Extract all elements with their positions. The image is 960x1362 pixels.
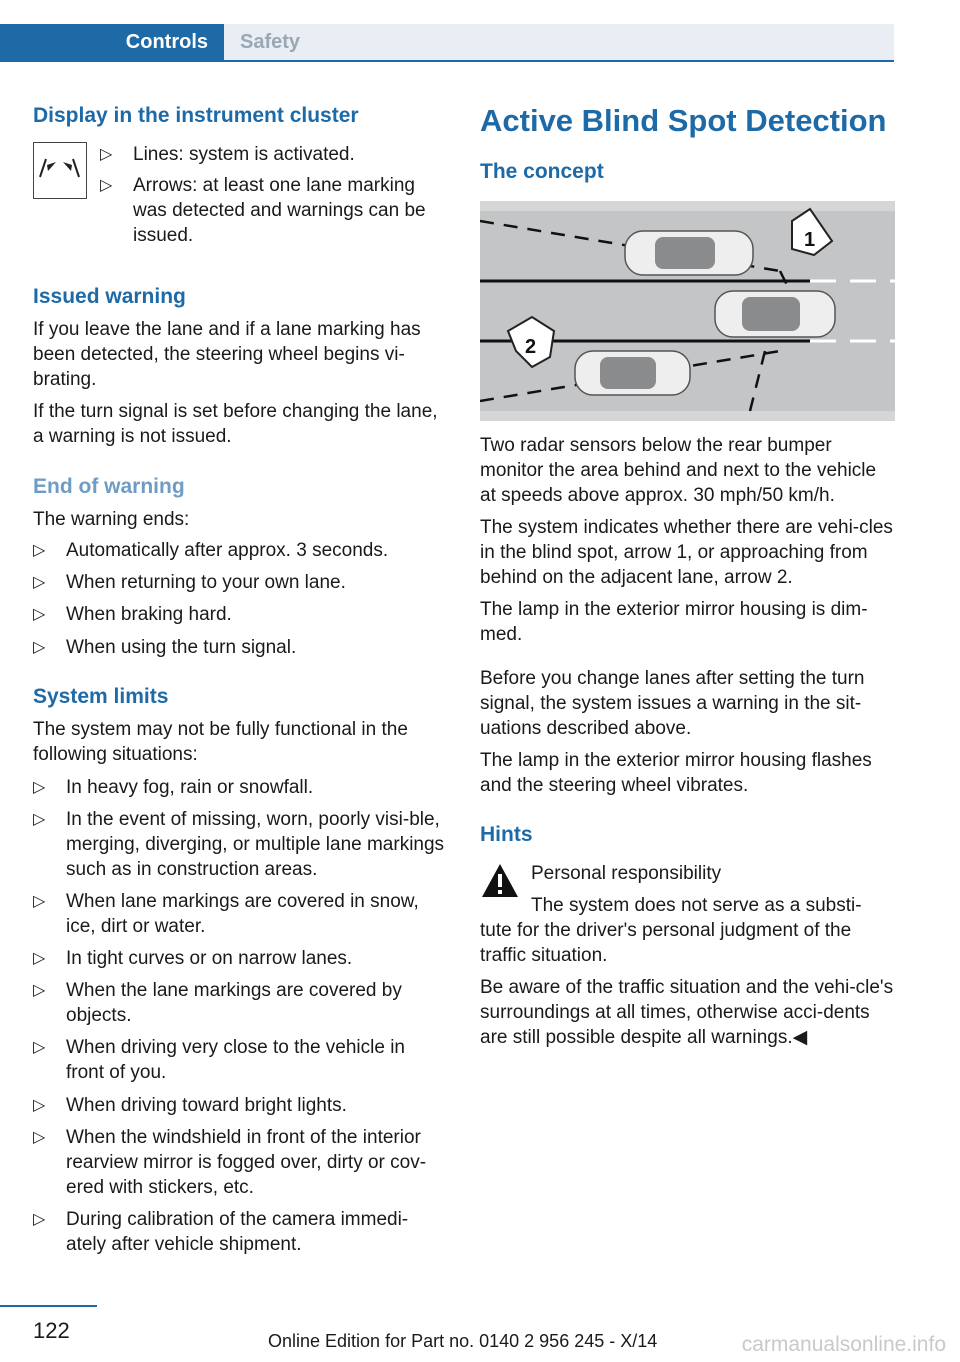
header-divider bbox=[0, 60, 894, 62]
svg-text:2: 2 bbox=[525, 336, 537, 358]
bullet-arrow-icon: ▷ bbox=[33, 1211, 46, 1228]
concept-p3: The lamp in the exterior mirror housing is dim-med. bbox=[480, 599, 868, 645]
footer-divider bbox=[0, 1305, 97, 1307]
svg-text:1: 1 bbox=[804, 229, 816, 251]
bullet-arrow-icon: ▷ bbox=[33, 1097, 46, 1114]
car-top bbox=[625, 231, 753, 275]
page-number: 122 bbox=[33, 1318, 70, 1343]
limits-intro: The system may not be fully functional in the following situations: bbox=[33, 719, 408, 765]
issued-warning-text: If you leave the lane and if a lane marking has been detected, the steering wheel begins vi-brating. bbox=[33, 319, 421, 390]
blind-spot-diagram bbox=[480, 201, 895, 421]
bullet-arrow-icon: ▷ bbox=[33, 1039, 46, 1056]
tab-controls[interactable]: Controls bbox=[0, 24, 224, 61]
tab-safety[interactable]: Safety bbox=[224, 24, 894, 61]
bullet-arrow-icon: ▷ bbox=[33, 606, 46, 623]
concept-p1: Two radar sensors below the rear bumper monitor the area behind and next to the vehicle at speeds above approx. 30 mph/50 km/h. bbox=[480, 435, 877, 506]
end-of-warning-heading: End of warning bbox=[33, 475, 185, 498]
bullet-arrow-icon: ▷ bbox=[33, 639, 46, 656]
issued-warning-heading: Issued warning bbox=[33, 285, 186, 308]
hint-p2: Be aware of the traffic situation and the vehi-cle's surroundings at all times, otherwise acci-dents are still possible despite all warnings.◀ bbox=[480, 977, 894, 1048]
concept-p4: Before you change lanes after setting the turn signal, the system issues a warning in the sit-uations described above. bbox=[480, 668, 865, 739]
concept-heading: The concept bbox=[480, 160, 604, 183]
bullet-arrow-icon: ▷ bbox=[33, 950, 46, 967]
car-ego bbox=[715, 291, 835, 337]
system-limits-heading: System limits bbox=[33, 685, 169, 708]
bullet-arrow-icon: ▷ bbox=[33, 574, 46, 591]
page-header bbox=[0, 0, 960, 62]
display-heading: Display in the instrument cluster bbox=[33, 104, 359, 127]
hint-text-first: The system does not serve as a substi- bbox=[531, 895, 862, 916]
bullet-arrow-icon: ▷ bbox=[33, 542, 46, 559]
car-bottom bbox=[575, 351, 690, 395]
bullet-arrow-icon: ▷ bbox=[33, 893, 46, 910]
concept-p2: The system indicates whether there are vehi-cles in the blind spot, arrow 1, or approaching from behind on the adjacent lane, arrow 2. bbox=[480, 517, 893, 588]
watermark: carmanualsonline.info bbox=[741, 1333, 946, 1356]
bullet-arrow-icon: ▷ bbox=[33, 1129, 46, 1146]
hint-text-rest: tute for the driver's personal judgment of the traffic situation. bbox=[480, 920, 852, 966]
hints-heading: Hints bbox=[480, 823, 533, 846]
concept-p5: The lamp in the exterior mirror housing flashes and the steering wheel vibrates. bbox=[480, 750, 872, 796]
turn-signal-text: If the turn signal is set before changing the lane, a warning is not issued. bbox=[33, 401, 438, 447]
bullet-arrow-icon: ▷ bbox=[33, 982, 46, 999]
lane-lines-icon bbox=[33, 142, 87, 199]
edition-text: Online Edition for Part no. 0140 2 956 245 - X/14 bbox=[268, 1331, 658, 1351]
warning-icon bbox=[480, 862, 520, 900]
bullet-arrow-icon: ▷ bbox=[100, 177, 113, 194]
bullet-arrow-icon: ▷ bbox=[33, 811, 46, 828]
end-intro: The warning ends: bbox=[33, 509, 190, 530]
hint-title: Personal responsibility bbox=[531, 863, 722, 884]
bullet-arrow-icon: ▷ bbox=[33, 779, 46, 796]
page-title: Active Blind Spot Detection bbox=[480, 103, 887, 138]
bullet-arrow-icon: ▷ bbox=[100, 146, 113, 163]
